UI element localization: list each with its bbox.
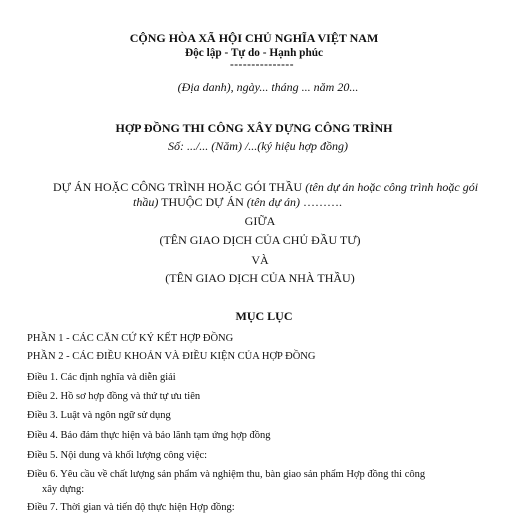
project-line-2 — [133, 195, 342, 210]
toc-article-6: Điều 6. Yêu cầu về chất lượng sản phẩm và nghiệm thu, bàn giao sản phẩm Hợp đồng thi công — [27, 469, 426, 480]
parent-project-hint: (tên dự án) — [246, 195, 300, 209]
toc-part-2: PHẦN 2 - CÁC ĐIỀU KHOẢN VÀ ĐIỀU KIỆN CỦA HỢP ĐỒNG — [27, 351, 316, 362]
toc-article-7: Điều 7. Thời gian và tiến độ thực hiện Hợp đồng: — [27, 502, 235, 513]
toc-part-1: PHẦN 1 - CÁC CĂN CỨ KÝ KẾT HỢP ĐỒNG — [27, 333, 234, 344]
toc-article-2: Điều 2. Hồ sơ hợp đồng và thứ tự ưu tiên — [27, 391, 201, 402]
toc-title: MỤC LỤC — [235, 309, 293, 323]
project-dots: ………. — [302, 195, 342, 209]
place-date: (Địa danh), ngày... tháng ... năm 20... — [177, 80, 359, 94]
motto-divider: --------------- — [230, 59, 294, 71]
country-heading: CỘNG HÒA XÃ HỘI CHỦ NGHĨA VIỆT NAM — [129, 31, 379, 45]
package-hint-tail: thầu) — [133, 195, 159, 209]
toc-article-6-cont: xây dựng: — [42, 484, 85, 495]
motto: Độc lập - Tự do - Hạnh phúc — [184, 47, 324, 59]
contract-number: Số: .../... (Năm) /...(ký hiệu hợp đồng) — [167, 139, 349, 153]
toc-article-1: Điều 1. Các định nghĩa và diễn giải — [27, 372, 176, 383]
project-line-1 — [53, 180, 478, 195]
toc-article-5: Điều 5. Nội dung và khối lượng công việc: — [27, 450, 208, 461]
parent-project-label: THUỘC DỰ ÁN — [161, 195, 244, 209]
toc-article-4: Điều 4. Bảo đảm thực hiện và bảo lãnh tạm ứng hợp đồng — [27, 430, 271, 441]
and-label: VÀ — [251, 253, 269, 267]
project-name-hint: (tên dự án hoặc công trình hoặc gói — [305, 180, 479, 194]
between-label: GIỮA — [244, 214, 276, 228]
toc-article-3: Điều 3. Luật và ngôn ngữ sử dụng — [27, 410, 171, 421]
party-b: (TÊN GIAO DỊCH CỦA NHÀ THẦU) — [165, 271, 355, 285]
party-a: (TÊN GIAO DỊCH CỦA CHỦ ĐẦU TƯ) — [159, 233, 361, 247]
project-label: DỰ ÁN HOẶC CÔNG TRÌNH HOẶC GÓI THẦU — [53, 180, 303, 194]
contract-title: HỢP ĐỒNG THI CÔNG XÂY DỰNG CÔNG TRÌNH — [115, 121, 393, 135]
